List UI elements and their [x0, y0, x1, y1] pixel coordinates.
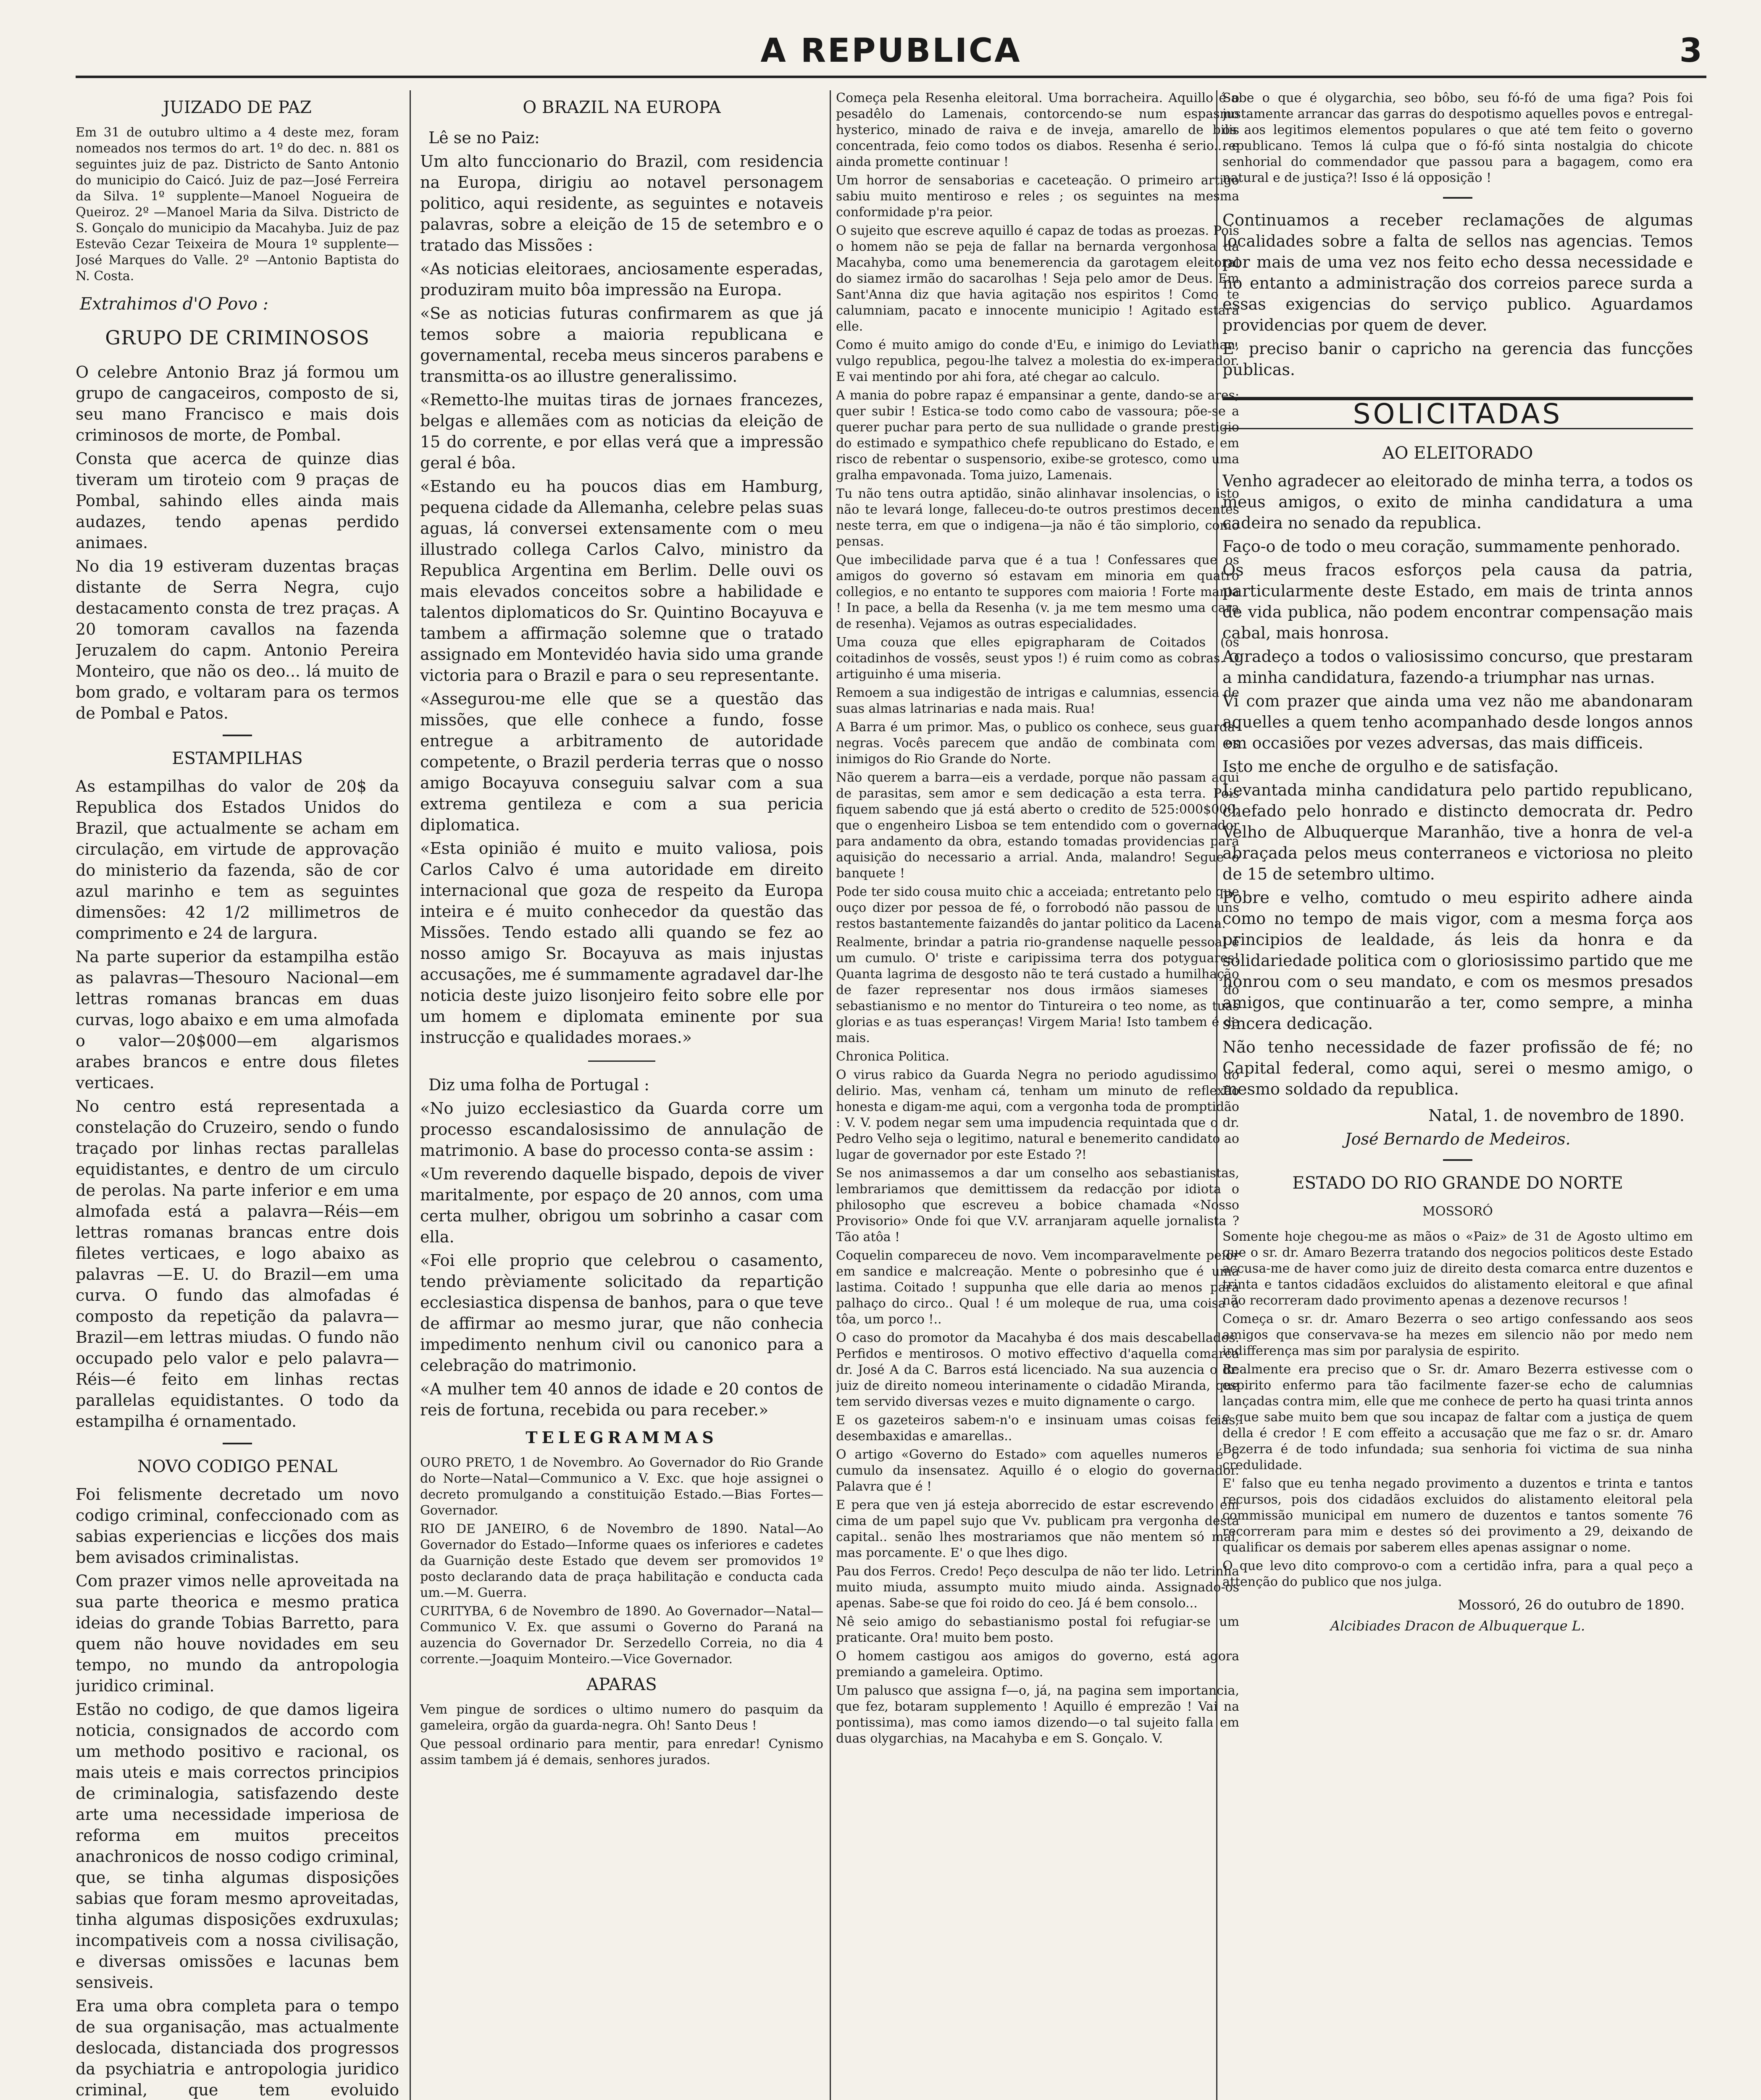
- brazil-paragraph: «Assegurou-me elle que se a questão das missões, que elle conhece a fundo, fosse entregue a arbitramento de autoridade competente, o Brazil perderia terras que o nosso amigo Bocayuva conseguiu salvar com a sua extrema gentileza e com a sua pericia diplomatica.: [420, 690, 823, 834]
- page-number: 3: [1679, 32, 1702, 70]
- eleitorado-date: Natal, 1. de novembro de 1890.: [1428, 1106, 1685, 1125]
- estampilhas-paragraph: Na parte superior da estampilha estão as palavras—Thesouro Nacional—em lettras romanas brancas em duas curvas, logo abaixo e em uma almofada o valor—20$000—em algarismos arabes brancos e entre dous filetes verticaes.: [76, 948, 399, 1092]
- col3-paragraph: Pode ter sido cousa muito chic a acceiada; entretanto pelo que ouço dizer por pessoa de fé, o forrobodó não passou de uns restos bastantemente faizandês do jantar politico da Lacena.: [836, 885, 1239, 931]
- eleitorado-paragraph: Isto me enche de orgulho e de satisfação.: [1222, 757, 1559, 776]
- col3-paragraph: E pera que ven já esteja aborrecido de estar escrevendo em cima de um papel sujo que Vv. publicam pra vergonha desta capital.. senão lhes mostrariamos que não mentem só mal, mas porcamente. E' o que lhes digo.: [836, 1498, 1239, 1560]
- portugal-paragraph: «Foi elle proprio que celebrou o casamento, tendo prèviamente solicitado da repartição ecclesiastica dispensa de banhos, para o que teve de affirmar ao mesmo jurar, que não conhecia impedimento nenhum civil ou canonico para a celebração do matrimonio.: [420, 1251, 823, 1375]
- mossoro-signature: Alcibiades Dracon de Albuquerque L.: [1330, 1618, 1585, 1634]
- col3-paragraph: Começa pela Resenha eleitoral. Uma borracheira. Aquillo é o pesadêlo do Lamenais, contorcendo-se num espasmo hysterico, minado de raiva e de inveja, amarello de bilis concentrada, feio como todos os diabos. Resenha é serio... e ainda promette continuar !: [836, 91, 1239, 169]
- col3-paragraph: O homem castigou aos amigos do governo, está agora premiando a gameleira. Optimo.: [836, 1649, 1239, 1680]
- col3-paragraph: Um palusco que assigna f—o, já, na pagina sem importancia, que fez, botaram supplemento ! Aquillo é emprezão ! Vai na pontissima), mas como iamos dizendo—o tal sujeito falla em duas olygarchias, na Macahyba e em S. Gonçalo. V.: [836, 1683, 1239, 1746]
- col3-paragraph: Se nos animassemos a dar um conselho aos sebastianistas, lembrariamos que demittissem da redacção por idiota o philosopho que escreveu a bobice chamada «Nosso Provisorio» Onde foi que V.V. arranjaram aquelle jornalista ? Tão atôa !: [836, 1166, 1239, 1244]
- telegram-item: OURO PRETO, 1 de Novembro. Ao Governador do Rio Grande do Norte—Natal—Communico a V. Exc. que hoje assignei o decreto promulgando a constituição Estado.—Bias Fortes—Governador.: [420, 1455, 823, 1518]
- col3-paragraph: O artigo «Governo do Estado» com aquelles numeros é o cumulo da insensatez. Aquillo é o elogio do governador. Palavra que é !: [836, 1447, 1239, 1494]
- separator: [588, 1060, 655, 1062]
- eleitorado-paragraph: Venho agradecer ao eleitorado de minha terra, a todos os meus amigos, o exito de minha candidatura a uma cadeira no senado da republica.: [1222, 472, 1693, 532]
- col3-paragraph: O caso do promotor da Macahyba é dos mais descabellados. Perfidos e mentirosos. O motivo effectivo d'aquella comarca dr. José A da C. Barros está licenciado. Na sua auzencia o dr. juiz de direito nomeou interinamente o cidadão Miranda, que tem servido diversas vezes e muito dignamente o cargo.: [836, 1331, 1239, 1409]
- portugal-paragraph: «A mulher tem 40 annos de idade e 20 contos de reis de fortuna, recebida ou para receber.»: [420, 1380, 823, 1419]
- col3-paragraph: Chronica Politica.: [836, 1049, 949, 1064]
- eleitorado-paragraph: Vi com prazer que ainda uma vez não me abandonaram aquelles a quem tenho acompanhado desde longos annos em occasiões por vezes adversas, das mais difficeis.: [1222, 692, 1693, 752]
- col3-paragraph: O sujeito que escreve aquillo é capaz de todas as proezas. Pois o homem não se peja de fallar na bernarda vergonhosa da Macahyba, como uma benemerencia da garotagem eleitoral do siamez irmão do sacarolhas ! Seja pelo amor de Deus. Em Sant'Anna diz que havia agitação nos espiritos ! Como te calumniam, pacato e innocente municipio ! Agitado estará elle.: [836, 223, 1239, 334]
- grupo-paragraph: O celebre Antonio Braz já formou um grupo de cangaceiros, composto de si, seu mano Francisco e mais dois criminosos de morte, de Pombal.: [76, 363, 399, 444]
- portugal-paragraph: «Um reverendo daquelle bispado, depois de viver maritalmente, por espaço de 20 annos, com uma certa mulher, obrigou um sobrinho a casar com ella.: [420, 1165, 823, 1246]
- brazil-paragraph: Um alto funccionario do Brazil, com residencia na Europa, dirigiu ao notavel personagem politico, aqui residente, as seguintes e notaveis palavras, sobre a eleição de 15 de setembro e o tratado das Missões :: [420, 152, 823, 255]
- col4-paragraph: Continuamos a receber reclamações de algumas localidades sobre a falta de sellos nas agencias. Temos por mais de uma vez nos feito echo dessa necessidade e no entanto a administração dos correios parece surda a essas exigencias do serviço publico. Aguardamos providencias por quem de dever.: [1222, 211, 1693, 334]
- col4-paragraph: Sabe o que é olygarchia, seo bôbo, seu fó-fó de uma figa? Pois foi justamente arrancar das garras do despotismo aquelles povos e entregal-os aos legitimos elementos populares o que até tem feito o governo republicano. Temos lá culpa que o fó-fó sinta nostalgia do chicote senhorial do commendador que passou para a bagagem, como era natural e de justiça?! Isso é lá opposição !: [1222, 91, 1693, 185]
- column-rule: [830, 90, 831, 2100]
- col3-paragraph: E os gazeteiros sabem-n'o e insinuam umas coisas feias, desembaxidas e amarellas..: [836, 1413, 1239, 1444]
- column-3: [836, 90, 1239, 2100]
- estampilhas-paragraph: No centro está representada a constelação do Cruzeiro, sendo o fundo traçado por linhas rectas parallelas equidistantes, e dentro de um circulo de perolas. Na parte inferior e em uma almofada está a palavra—Réis—em lettras romanas brancas entre dois filetes verticaes, e logo abaixo as palavras —E. U. do Brazil—em uma curva. O fundo das almofadas é composto da repetição da palavra—Brazil—em lettras miudas. O fundo não occupado pelo valor e pelo palavra—Réis—é feito em linhas rectas parallelas equidistantes. O todo da estampilha é ornamentado.: [76, 1097, 399, 1431]
- mossoro-paragraph: Somente hoje chegou-me as mãos o «Paiz» de 31 de Agosto ultimo em que o sr. dr. Amaro Bezerra tratando dos negocios politicos deste Estado accusa-me de haver como juiz de direito desta comarca entre duzentos e trinta e tantos cidadãos excluidos do alistamento eleitoral e que afinal não recorreram dado provimento apenas a dezenove recursos !: [1222, 1229, 1693, 1308]
- codigo-paragraph: Era uma obra completa para o tempo de sua organisação, mas actualmente deslocada, distanciada dos progressos da psychiatria e antropologia juridico criminal, que tem evoluido: [76, 1997, 399, 2099]
- brazil-paragraph: «Se as noticias futuras confirmarem as que já temos sobre a maioria republicana e governamental, receba meus sinceros parabens e transmitta-os ao illustre generalissimo.: [420, 304, 823, 386]
- estado-heading: ESTADO DO RIO GRANDE DO NORTE: [1292, 1173, 1623, 1193]
- codigo-paragraph: Estão no codigo, de que damos ligeira noticia, consignados de accordo com um methodo positivo e racional, os mais uteis e mais correctos principios de criminalogia, satisfazendo deste arte uma necessidade imperiosa de reforma em muitos preceitos anachronicos de nosso codigo criminal, que, se tinha algumas disposições sabias que foram mesmo aproveitadas, tinha algumas disposições exdruxulas; incompativeis com a nossa civilisação, e diversas omissões e lacunas bem sensiveis.: [76, 1700, 399, 1992]
- column-4: [1222, 90, 1693, 2100]
- col3-paragraph: Uma couza que elles epigrapharam de Coitados (os coitadinhos de vossês, seust ypos !) é ruim como as cobras. O artiguinho é uma miseria.: [836, 635, 1239, 682]
- separator: [223, 735, 252, 736]
- separator: [223, 1443, 252, 1444]
- col3-paragraph: Realmente, brindar a patria rio-grandense naquelle pessoal é um cumulo. O' triste e caripissima terra dos potyguares! Quanta lagrima de desgosto não te terá custado a humilhação de fazer representar nos dous irmãos siameses do sebastianismo e no mentor do Tintureira o teo nome, as tuas glorias e as tuas esperanças! Virgem Maria! Isto tambem é de mais.: [836, 935, 1239, 1045]
- col3-paragraph: Tu não tens outra aptidão, sinão alinhavar insolencias, o isto não te levará longe, falleceu-do-te outros prestimos decentes neste terra, em que o indigena—ja não é tão simplorio, como pensas.: [836, 486, 1239, 549]
- brazil-paragraph: «Estando eu ha poucos dias em Hamburg, pequena cidade da Allemanha, celebre pelas suas aguas, lá conversei extensamente com o meu illustrado collega Carlos Calvo, ministro da Republica Argentina em Berlim. Delle ouvi os mais elevados conceitos sobre a habilidade e talentos diplomaticos do Sr. Quintino Bocayuva e tambem a affirmação solemne que o tratado assignado em Montevidéo havia sido uma grande victoria para o Brazil e para o seu representante.: [420, 477, 823, 685]
- masthead: [76, 29, 1706, 78]
- aparas-paragraph: Que pessoal ordinario para mentir, para enredar! Cynismo assim tambem já é demais, senhores jurados.: [420, 1737, 823, 1767]
- brazil-heading: O BRAZIL NA EUROPA: [523, 98, 721, 117]
- mossoro-paragraph: Realmente era preciso que o Sr. dr. Amaro Bezerra estivesse com o espirito enfermo para tão facilmente fazer-se echo de calumnias lançadas contra mim, elle que me conhece de perto ha quasi trinta annos e que sabe muito bem que sou incapaz de faltar com a justiça de quem della é credor ! E com effeito a accusação que me faz o sr. dr. Amaro Bezerra é de todo infundada; sua senhoria foi victima de sua ninha credulidade.: [1222, 1362, 1693, 1473]
- col3-paragraph: Remoem a sua indigestão de intrigas e calumnias, essencia de suas almas latrinarias e nada mais. Rua!: [836, 685, 1239, 716]
- eleitorado-paragraph: Faço-o de todo o meu coração, summamente penhorado.: [1222, 537, 1681, 556]
- eleitorado-paragraph: Pobre e velho, comtudo o meu espirito adhere ainda como no tempo de mais vigor, com a mesma força aos principios de lealdade, ás leis da honra e da solidariedade politica com o gloriosissimo partido que me honrou com o seu mandato, e com os mesmos presados amigos, que continuarão a ter, como sempre, a minha sincera dedicação.: [1222, 888, 1693, 1033]
- eleitorado-heading: AO ELEITORADO: [1382, 444, 1533, 463]
- col3-paragraph: Que imbecilidade parva que é a tua ! Confessares que os amigos do governo só estavam em minoria em quatro collegios, e no entanto te suppores com maioria ! Forte mania ! In pace, a bella da Resenha (v. ja me tem mesmo uma cara de resenha). Vejamos as outras especialidades.: [836, 553, 1239, 631]
- eleitorado-signature: José Bernardo de Medeiros.: [1345, 1130, 1571, 1148]
- codigo-paragraph: Com prazer vimos nelle aproveitada na sua parte theorica e mesmo pratica ideias do grande Tobias Barretto, para quem não houve novidades em seu tempo, no mundo da antropologia juridico criminal.: [76, 1572, 399, 1695]
- aparas-heading: APARAS: [586, 1675, 657, 1694]
- codigo-paragraph: Foi felismente decretado um novo codigo criminal, confeccionado com as sabias experiencias e licções dos mais bem avisados criminalistas.: [76, 1485, 399, 1567]
- newspaper-title: A REPUBLICA: [760, 32, 1022, 70]
- brazil-lead: Lê se no Paiz:: [428, 129, 540, 147]
- col3-paragraph: Um horror de sensaborias e caceteação. O primeiro artigo sabiu muito mentiroso e reles ; os seguintes na mesma conformidade p'ra peior.: [836, 173, 1239, 220]
- mossoro-heading: MOSSORÓ: [1422, 1204, 1493, 1219]
- brazil-paragraph: «As noticias eleitoraes, anciosamente esperadas, produziram muito bôa impressão na Europa.: [420, 260, 823, 299]
- col3-paragraph: Pau dos Ferros. Credo! Peço desculpa de não ter lido. Letrinha muito miuda, assumpto muito miudo ainda. Assignado-os apenas. Sabe-se que foi roido do ceo. Já é bem consolo...: [836, 1564, 1239, 1611]
- eleitorado-paragraph: Não tenho necessidade de fazer profissão de fé; no Capital federal, como aqui, serei o mesmo amigo, o mesmo soldado da republica.: [1222, 1038, 1693, 1098]
- brazil-paragraph: «Remetto-lhe muitas tiras de jornaes francezes, belgas e allemães com as noticias da eleição de 15 do corrente, e por ellas verá que a impressão geral é bôa.: [420, 391, 823, 472]
- mossoro-paragraph: O que levo dito comprovo-o com a certidão infra, para a qual peço a attenção do publico que nos julga.: [1222, 1559, 1693, 1589]
- portugal-paragraph: «No juizo ecclesiastico da Guarda corre um processo escandalosissimo de annulação de matrimonio. A base do processo conta-se assim :: [420, 1099, 823, 1160]
- col3-paragraph: A Barra é um primor. Mas, o publico os conhece, seus guarda-negras. Vocês parecem que andão de combinata com os inimigos do Rio Grande do Norte.: [836, 720, 1239, 766]
- col3-paragraph: O virus rabico da Guarda Negra no periodo agudissimo do delirio. Mas, venham cá, tenham um minuto de reflexão honesta e digam-me aqui, com a vergonha toda de promptidão : V. V. podem negar sem uma impudencia requintada que o dr. Pedro Velho seja o legitimo, natural e benemerito candidato ao lugar de governador por este Estado ?!: [836, 1068, 1239, 1162]
- telegram-item: CURITYBA, 6 de Novembro de 1890. Ao Governador—Natal—Communico V. Ex. que assumi o Governo do Paraná na auzencia do Governador Dr. Serzedello Correia, no dia 4 corrente.—Joaquim Monteiro.—Vice Governador.: [420, 1604, 823, 1667]
- codigo-heading: NOVO CODIGO PENAL: [137, 1457, 338, 1476]
- extract-intro: Extrahimos d'O Povo :: [80, 294, 268, 314]
- grupo-paragraph: No dia 19 estiveram duzentas braças distante de Serra Negra, cujo destacamento consta de trez praças. A 20 tomoram cavallos na fazenda Jeruzalem do capm. Antonio Pereira Monteiro, que não os deo... lá muito de bom grado, e voltaram para os termos de Pombal e Patos.: [76, 557, 399, 722]
- aparas-paragraph: Vem pingue de sordices o ultimo numero do pasquim da gameleira, orgão da guarda-negra. Oh! Santo Deus !: [420, 1702, 823, 1733]
- grupo-paragraph: Consta que acerca de quinze dias tiveram um tiroteio com 9 praças de Pombal, sahindo elles ainda mais audazes, tendo apenas perdido animaes.: [76, 449, 399, 552]
- estampilhas-heading: ESTAMPILHAS: [172, 749, 303, 768]
- separator: [1443, 197, 1472, 199]
- separator: [1443, 1159, 1472, 1161]
- col3-paragraph: Como é muito amigo do conde d'Eu, e inimigo do Leviathan, vulgo republica, pegou-lhe talvez a molestia do ex-imperador. E vai mentindo por ahi fora, até chegar ao calculo.: [836, 338, 1239, 384]
- solicitadas-heading: SOLICITADAS: [1222, 397, 1693, 429]
- juizado-heading: JUIZADO DE PAZ: [163, 98, 312, 117]
- portugal-lead: Diz uma folha de Portugal :: [428, 1076, 649, 1094]
- col3-paragraph: A mania do pobre rapaz é empansinar a gente, dando-se ares; quer subir ! Estica-se todo como cabo de vassoura; põe-se a querer puchar para perto de sua nullidade o grande prestigio do estimado e sympathico chefe republicano do Estado, e em risco de rebentar o suspensorio, exibe-se grotesco, como uma gralha empavonada. Toma juizo, Lamenais.: [836, 388, 1239, 483]
- column-2: [420, 90, 823, 2100]
- telegram-item: RIO DE JANEIRO, 6 de Novembro de 1890. Natal—Ao Governador do Estado—Informe quaes os inferiores e cadetes da Guarnição deste Estado que devem ser promovidos 1º posto declarando data de praça habilitação e conducta cada um.—M. Guerra.: [420, 1522, 823, 1600]
- estampilhas-paragraph: As estampilhas do valor de 20$ da Republica dos Estados Unidos do Brazil, que actualmente se acham em circulação, em virtude de approvação do ministerio da fazenda, são de cor azul marinho e tem as seguintes dimensões: 42 1/2 millimetros de comprimento e 24 de largura.: [76, 777, 399, 942]
- col4-paragraph: E' preciso banir o capricho na gerencia das funcções publicas.: [1222, 339, 1693, 379]
- eleitorado-paragraph: Levantada minha candidatura pelo partido republicano, chefado pelo honrado e distincto democrata dr. Pedro Velho de Albuquerque Maranhão, tive a honra de vel-a abraçada pelos meus conterraneos e victoriosa no pleito de 15 de setembro ultimo.: [1222, 781, 1693, 883]
- col3-paragraph: Não querem a barra—eis a verdade, porque não passam aqui de parasitas, sem amor e sem dedicação a esta terra. Pois fiquem sabendo que já está aberto o credito de 525:000$000, que o engenheiro Lisboa se tem entendido com o governador para andamento da obra, estando tomadas providencias para aquisição do necessario a arrial. Anda, malandro! Segue o banquete !: [836, 770, 1239, 881]
- mossoro-paragraph: E' falso que eu tenha negado provimento a duzentos e trinta e tantos recursos, pois dos cidadãos excluidos do alistamento eleitoral pela commissão municipal em numero de duzentos e tantos somente 76 recorreram para mim e destes só dei provimento a 29, deixando de qualificar os demais por saberem elles apenas assignar o nome.: [1222, 1476, 1693, 1555]
- col3-paragraph: Coquelin compareceu de novo. Vem incomparavelmente peior em sandice e malcreação. Mente o pobresinho que é uma lastima. Coitado ! suppunha que elle daria ao menos para palhaço do circo.. Qual ! é um moleque de rua, uma coisa á tôa, um porco !..: [836, 1248, 1239, 1327]
- column-rule: [410, 90, 411, 2100]
- col3-paragraph: Nê seio amigo do sebastianismo postal foi refugiar-se um praticante. Ora! muito bem posto.: [836, 1614, 1239, 1645]
- brazil-paragraph: «Esta opinião é muito e muito valiosa, pois Carlos Calvo é uma autoridade em direito internacional que goza de respeito da Europa inteira e é muito conhecedor da questão das Missões. Tendo estado alli quando se fez ao nosso amigo Sr. Bocayuva as mais injustas accusações, me é summamente agradavel dar-lhe noticia deste juizo lisonjeiro feito sobre elle por um homem e diplomata eminente por sua instrucção e qualidades moraes.»: [420, 839, 823, 1047]
- eleitorado-paragraph: Agradeço a todos o valiosissimo concurso, que prestaram a minha candidatura, fazendo-a triumphar nas urnas.: [1222, 647, 1693, 687]
- juizado-text: Em 31 de outubro ultimo a 4 deste mez, foram nomeados nos termos do art. 1º do dec. n. 881 os seguintes juiz de paz. Districto de Santo Antonio do municipio do Caicó. Juiz de paz—José Ferreira da Silva. 1º supplente—Manoel Nogueira de Queiroz. 2º —Manoel Maria da Silva. Districto de S. Gonçalo do municipio da Macahyba. Juiz de paz Estevão Cezar Teixeira de Moura 1º supplente—José Marques do Valle. 2º —Antonio Baptista do N. Costa.: [76, 125, 399, 284]
- eleitorado-paragraph: Os meus fracos esforços pela causa da patria, particularmente deste Estado, em mais de trinta annos de vida publica, não podem encontrar compensação mais cabal, mais honrosa.: [1222, 561, 1693, 642]
- column-1: [76, 90, 399, 2100]
- grupo-heading: GRUPO DE CRIMINOSOS: [105, 326, 370, 349]
- mossoro-date: Mossoró, 26 do outubro de 1890.: [1458, 1597, 1685, 1613]
- mossoro-paragraph: Começa o sr. dr. Amaro Bezerra o seo artigo confessando aos seos amigos que conservava-se ha mezes em silencio não por medo nem indifferença mas sim por paralysia de espirito.: [1222, 1312, 1693, 1358]
- telegrammas-heading: TELEGRAMMAS: [526, 1428, 718, 1447]
